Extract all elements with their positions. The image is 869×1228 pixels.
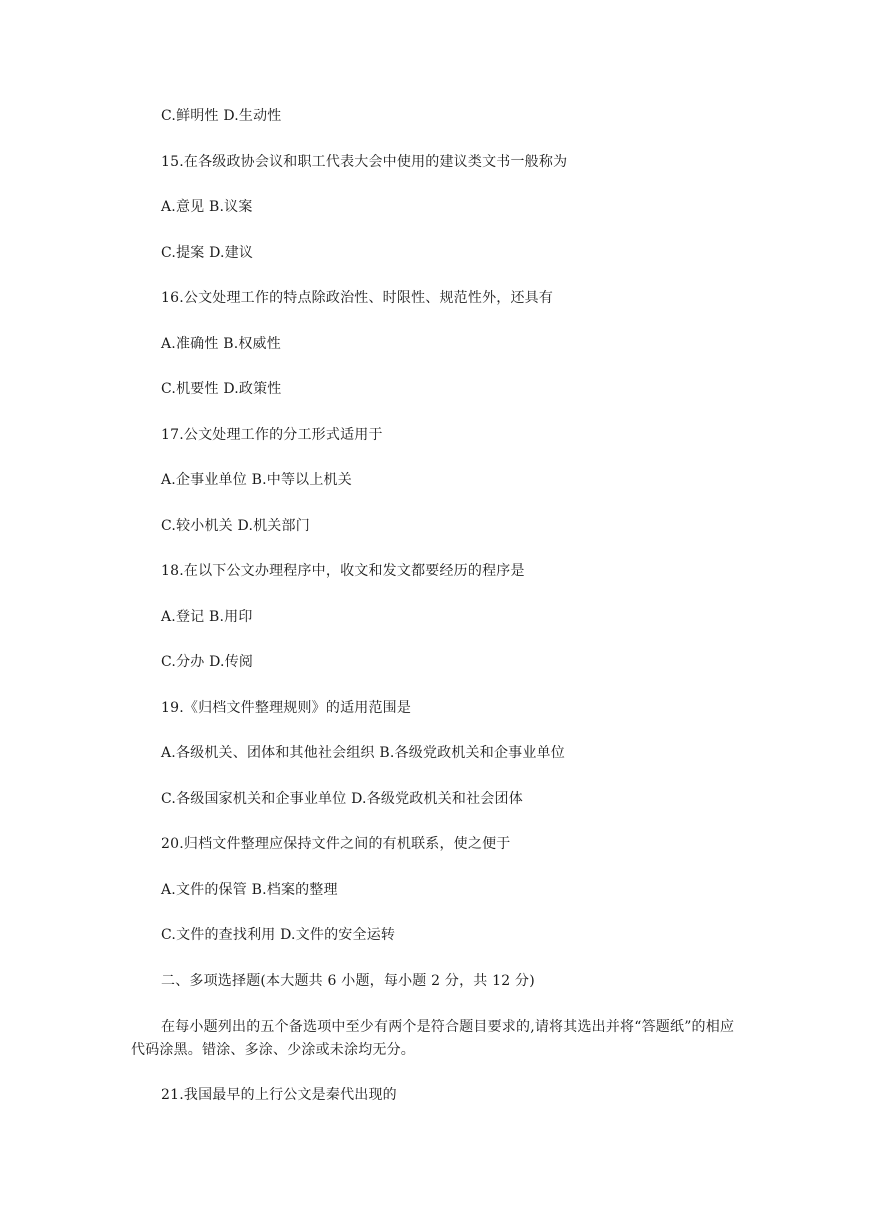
options-line-18-ab: A.登记 B.用印	[161, 609, 253, 625]
options-line-19-ab: A.各级机关、团体和其他社会组织 B.各级党政机关和企事业单位	[161, 745, 565, 761]
section-instruction: 在每小题列出的五个备选项中至少有两个是符合题目要求的,请将其选出并将“答题纸”的相应代码涂黑。错涂、多涂、少涂或未涂均无分。	[131, 1019, 735, 1058]
options-line-17-ab: A.企事业单位 B.中等以上机关	[161, 472, 352, 488]
section-heading-multiple-choice: 二、多项选择题(本大题共 6 小题，每小题 2 分，共 12 分)	[161, 973, 535, 989]
options-line-15-ab: A.意见 B.议案	[161, 199, 253, 215]
options-line-19-cd: C.各级国家机关和企事业单位 D.各级党政机关和社会团体	[161, 791, 523, 807]
options-line-16-cd: C.机要性 D.政策性	[161, 381, 282, 397]
question-15: 15.在各级政协会议和职工代表大会中使用的建议类文书一般称为	[161, 154, 568, 170]
options-line-16-ab: A.准确性 B.权威性	[161, 336, 281, 352]
question-18: 18.在以下公文办理程序中，收文和发文都要经历的程序是	[161, 563, 525, 579]
question-21: 21.我国最早的上行公文是秦代出现的	[161, 1087, 397, 1103]
question-19: 19.《归档文件整理规则》的适用范围是	[161, 700, 412, 716]
question-20: 20.归档文件整理应保持文件之间的有机联系，使之便于	[161, 836, 511, 852]
question-17: 17.公文处理工作的分工形式适用于	[161, 427, 383, 443]
options-line-20-cd: C.文件的查找利用 D.文件的安全运转	[161, 927, 396, 943]
options-line-18-cd: C.分办 D.传阅	[161, 654, 254, 670]
options-line-14-cd: C.鲜明性 D.生动性	[161, 108, 282, 124]
options-line-17-cd: C.较小机关 D.机关部门	[161, 518, 310, 534]
options-line-15-cd: C.提案 D.建议	[161, 245, 254, 261]
options-line-20-ab: A.文件的保管 B.档案的整理	[161, 882, 338, 898]
question-16: 16.公文处理工作的特点除政治性、时限性、规范性外，还具有	[161, 290, 554, 306]
